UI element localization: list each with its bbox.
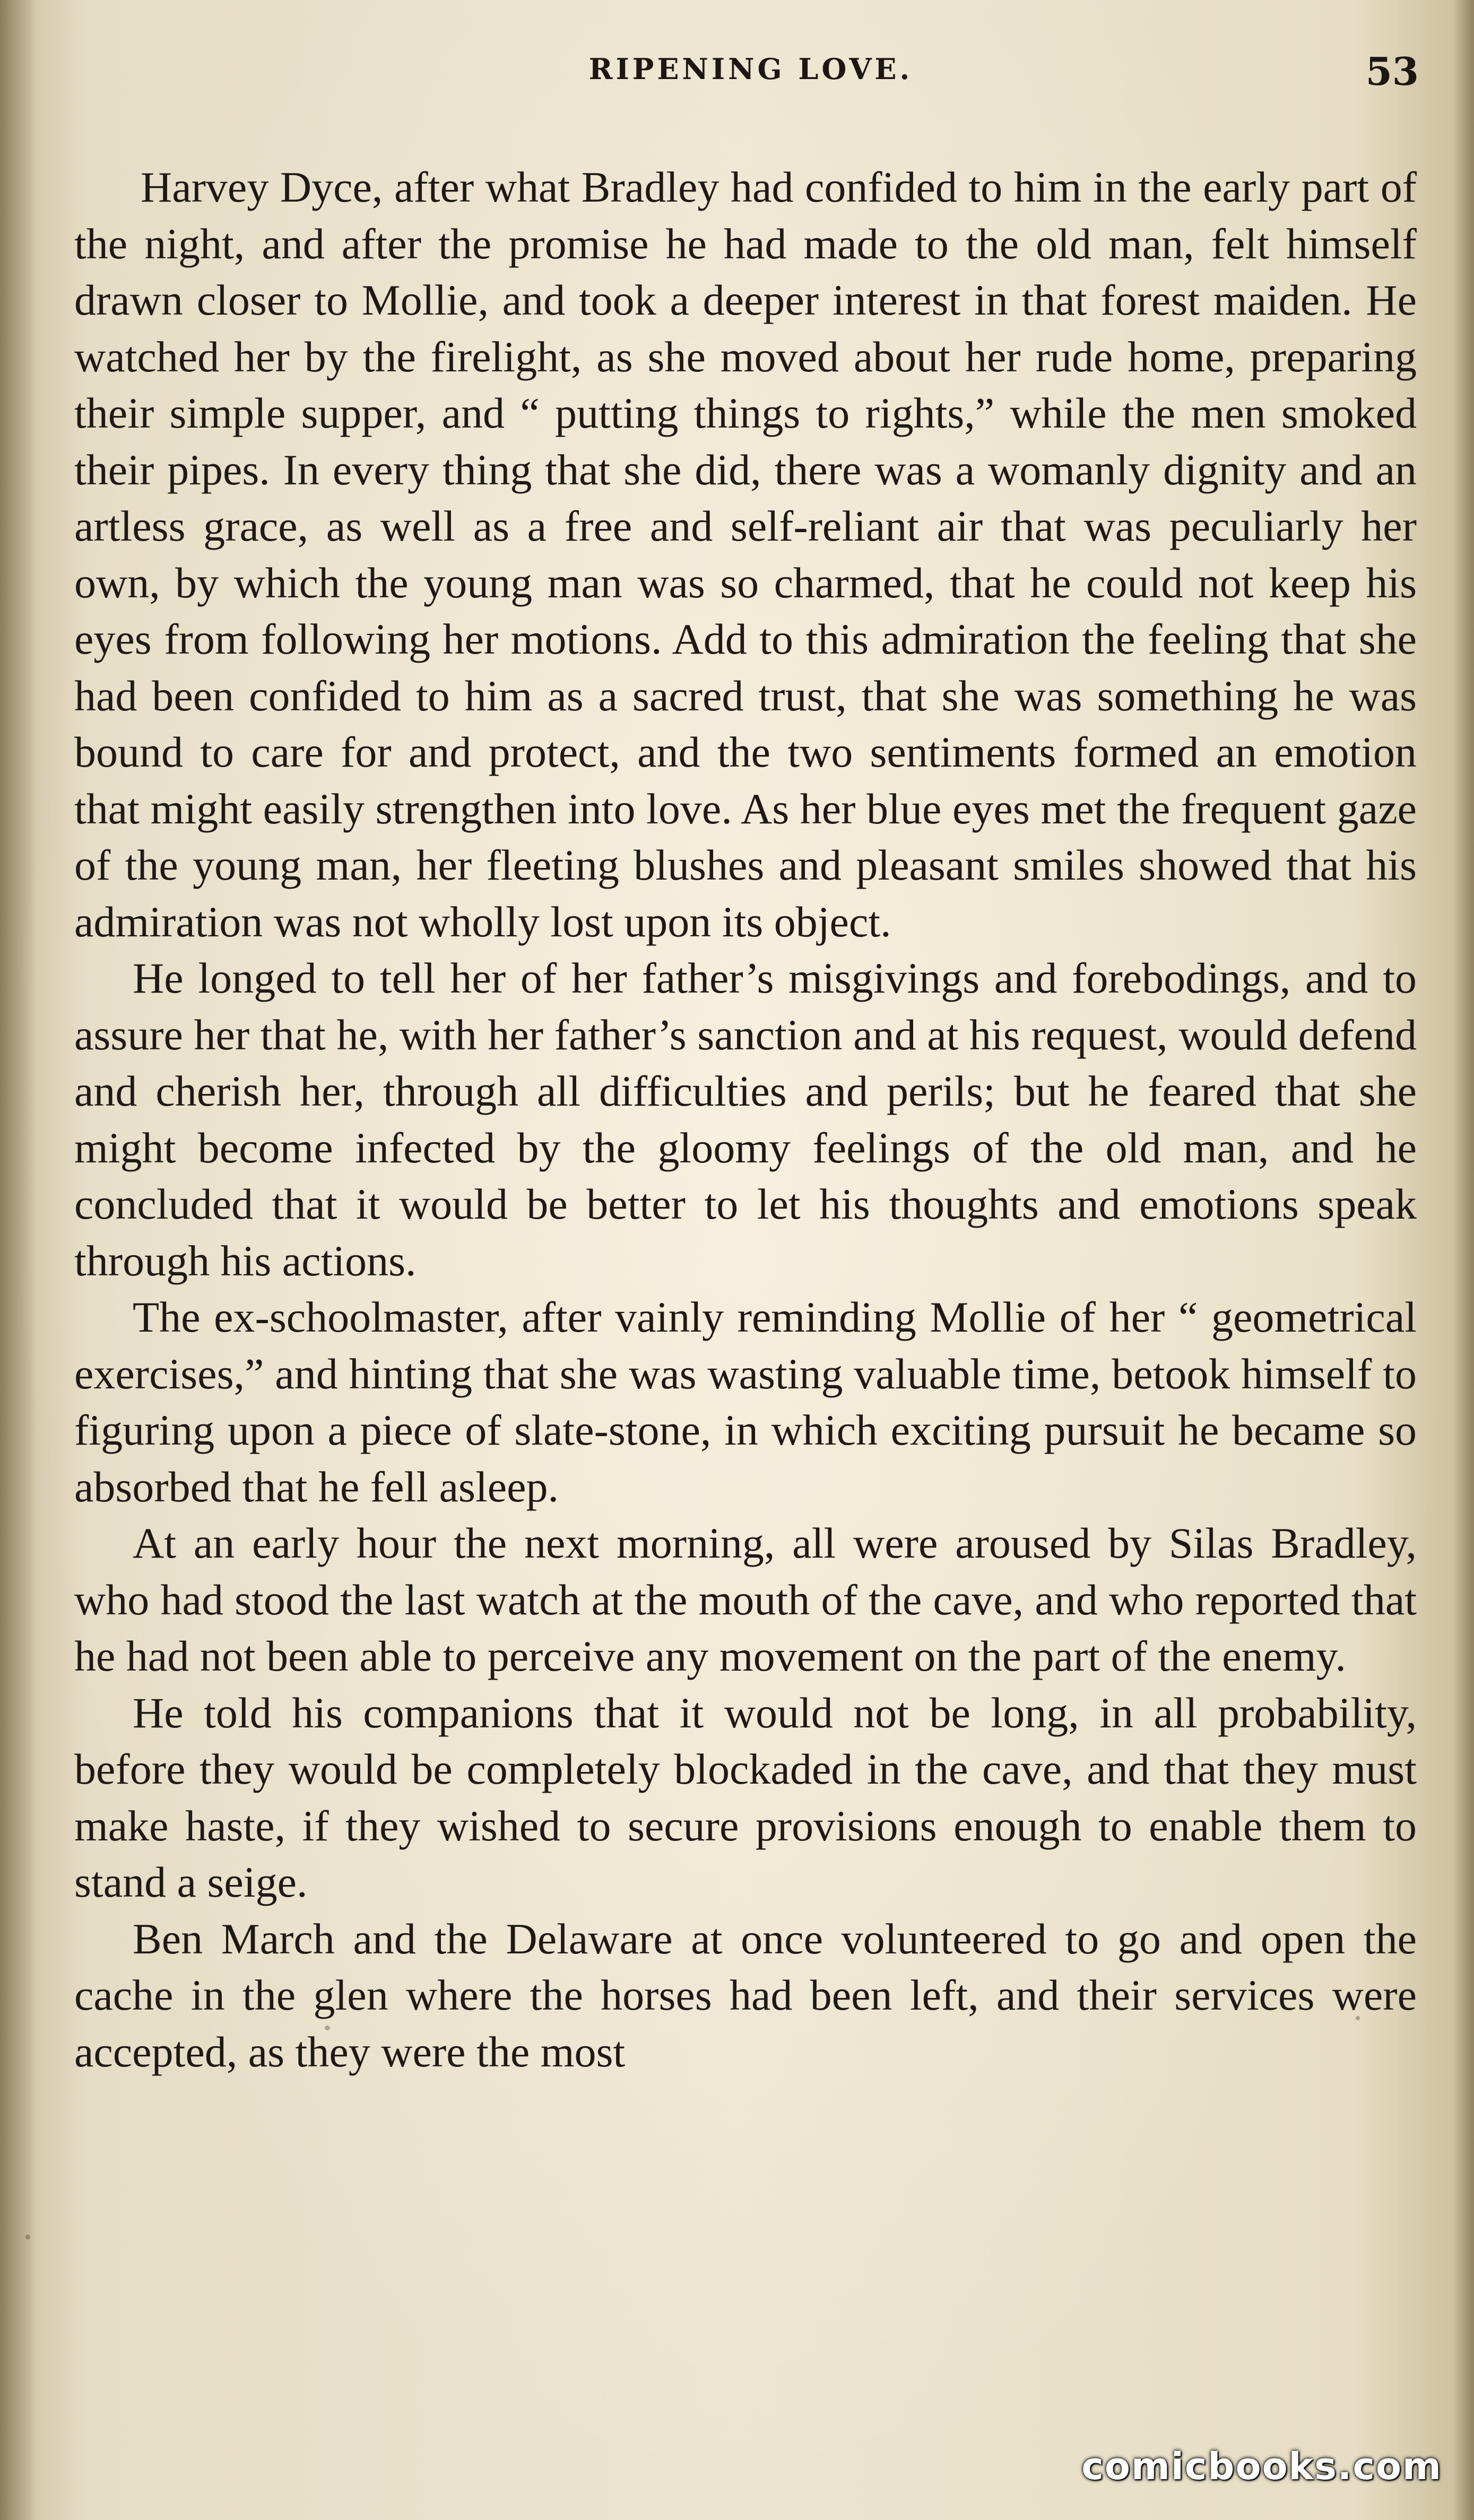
body-text bbox=[74, 159, 1417, 2080]
page-edge-shadow bbox=[1453, 0, 1474, 2520]
paper-speck bbox=[25, 2235, 30, 2239]
spine-shadow bbox=[0, 0, 37, 2520]
paragraph: The ex-schoolmaster, after vainly reminding Mollie of her “ geometrical exercises,” and hinting that she was wasting valuable time, betook himself to figuring upon a piece of slate-stone, in which exciting pursuit he became so absorbed that he fell asleep. bbox=[74, 1293, 1417, 1511]
paragraph: He told his companions that it would not be long, in all probability, before they would be completely blockaded in the cave, and that they must make haste, if they wished to secure provisions enough to enable them to stand a seige. bbox=[74, 1688, 1417, 1906]
paragraph: At an early hour the next morning, all were aroused by Silas Bradley, who had stood the last watch at the mouth of the cave, and who reported that he had not been able to perceive any movement on the part of the enemy. bbox=[74, 1519, 1417, 1680]
paragraph: Ben March and the Delaware at once volunteered to go and open the cache in the glen where the horses had been left, and their services were accepted, as they were the most bbox=[74, 1914, 1417, 2076]
paragraph: He longed to tell her of her father’s misgivings and forebodings, and to assure her that he, with her father’s sanction and at his request, would defend and cherish her, through all difficulties and perils; but he feared that she might become infected by the gloomy feelings of the old man, and he concluded that it would be better to let his thoughts and emotions speak through his actions. bbox=[74, 954, 1417, 1285]
page-number: 53 bbox=[1365, 49, 1419, 94]
watermark: comicbooks.com bbox=[1081, 2445, 1442, 2488]
paragraph: Harvey Dyce, after what Bradley had confided to him in the early part of the night, and after the promise he had made to the old man, felt himself drawn closer to Mollie, and took a deeper interest in that forest maiden. He watched her by the firelight, as she moved about her rude home, preparing their simple supper, and “ putting things to rights,” while the men smoked their pipes. In every thing that she did, there was a womanly dignity and an artless grace, as well as a free and self-reliant air that was peculiarly her own, by which the young man was so charmed, that he could not keep his eyes from following her motions. Add to this admiration the feeling that she had been confided to him as a sacred trust, that she was something he was bound to care for and protect, and the two sentiments formed an emotion that might easily strengthen into love. As her blue eyes met the frequent gaze of the young man, her fleeting blushes and pleasant smiles showed that his admiration was not wholly lost upon its object. bbox=[74, 163, 1417, 946]
page-header bbox=[80, 49, 1422, 110]
running-head: RIPENING LOVE. bbox=[588, 52, 913, 86]
